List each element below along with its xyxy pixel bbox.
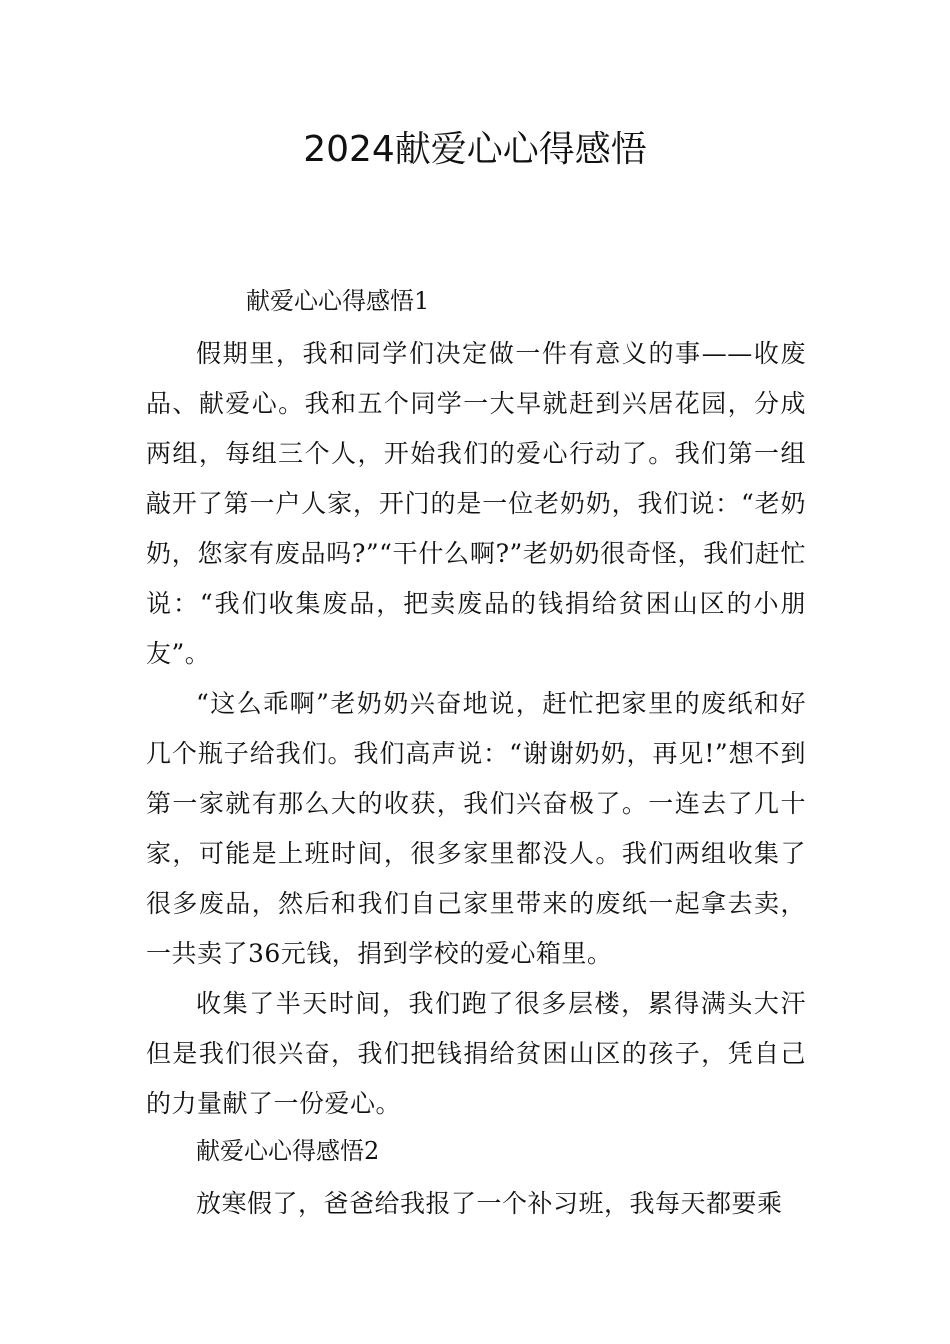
paragraph-1: 假期里，我和同学们决定做一件有意义的事——收废品、献爱心。我和五个同学一大早就赶到兴居花园，分成两组，每组三个人，开始我们的爱心行动了。我们第一组敲开了第一户人家，开门的是一位老奶奶，我们说：“老奶奶，您家有废品吗?”“干什么啊?”老奶奶很奇怪，我们赶忙说：“我们收集废品，把卖废品的钱捐给贫困山区的小朋友”。	[146, 339, 806, 668]
section-heading-2: 献爱心心得感悟2	[196, 1137, 380, 1165]
section-heading-1: 献爱心心得感悟1	[246, 287, 430, 315]
paragraph-2: “这么乖啊”老奶奶兴奋地说，赶忙把家里的废纸和好几个瓶子给我们。我们高声说：“谢谢奶奶，再见!”想不到第一家就有那么大的收获，我们兴奋极了。一连去了几十家，可能是上班时间，很多家里都没人。我们两组收集了很多废品，然后和我们自己家里带来的废纸一起拿去卖，一共卖了36元钱，捐到学校的爱心箱里。	[146, 689, 806, 968]
paragraph-3: 收集了半天时间，我们跑了很多层楼，累得满头大汗但是我们很兴奋，我们把钱捐给贫困山区的孩子，凭自己的力量献了一份爱心。	[146, 989, 806, 1118]
document-title: 2024献爱心心得感悟	[303, 129, 647, 170]
paragraph-4: 放寒假了，爸爸给我报了一个补习班，我每天都要乘	[196, 1189, 783, 1218]
document-body	[146, 279, 806, 1229]
